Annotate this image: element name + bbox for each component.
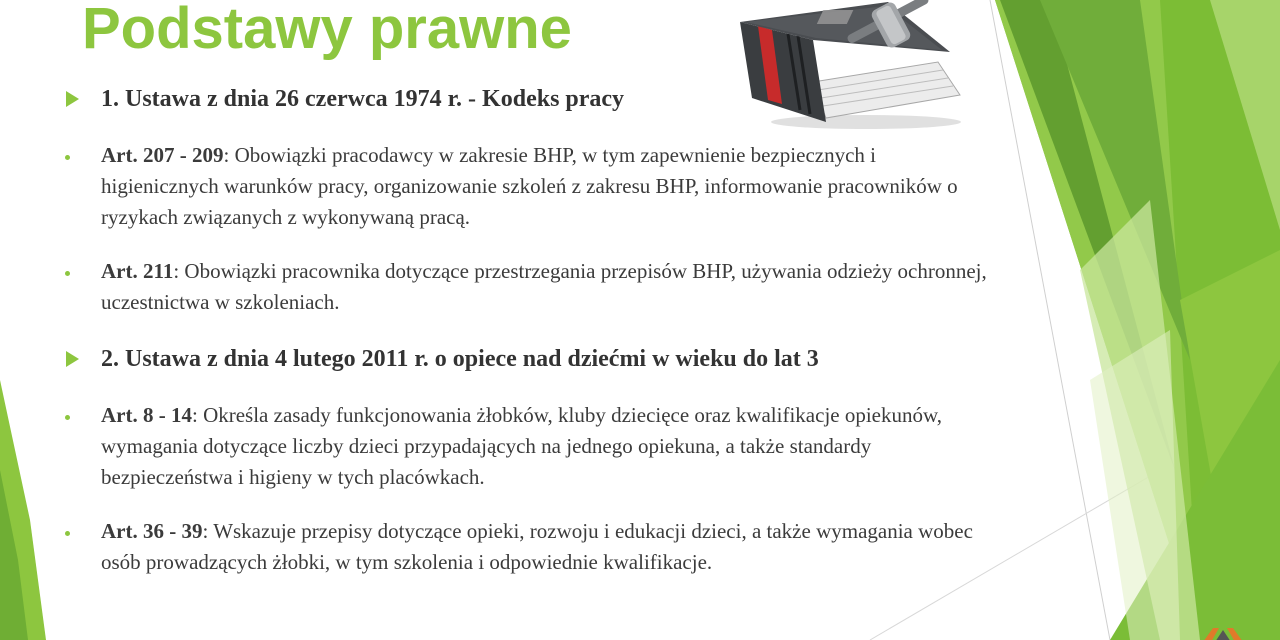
list-item — [101, 140, 991, 233]
article-text: : Wskazuje przepisy dotyczące opieki, rozwoju i edukacji dzieci, a także wymagania wobec osób prowadzących żłobki, w tym szkolenia i odpowiednie kwalifikacje. — [101, 519, 973, 574]
section-heading-text: 1. Ustawa z dnia 26 czerwca 1974 r. - Kodeks pracy — [101, 86, 625, 112]
corner-logo-icon — [1203, 628, 1243, 640]
dot-icon — [65, 531, 70, 536]
triangle-right-icon — [66, 351, 79, 367]
section-heading-text: 2. Ustawa z dnia 4 lutego 2011 r. o opiece nad dziećmi w wieku do lat 3 — [101, 346, 819, 372]
dot-icon — [65, 271, 70, 276]
section-heading — [66, 84, 624, 114]
dot-icon — [65, 155, 70, 160]
article-ref: Art. 207 - 209 — [101, 143, 224, 167]
article-ref: Art. 211 — [101, 259, 174, 283]
article-text: : Obowiązki pracodawcy w zakresie BHP, w tym zapewnienie bezpiecznych i higienicznych warunków pracy, organizowanie szkoleń z zakresu BHP, informowanie pracowników o ryzykach związanych z wykonywaną pracą. — [101, 143, 958, 229]
article-ref: Art. 8 - 14 — [101, 403, 192, 427]
slide-title: Podstawy prawne — [82, 0, 572, 61]
article-text: : Określa zasady funkcjonowania żłobków, kluby dziecięce oraz kwalifikacje opiekunów, wymagania dotyczące liczby dzieci przypadających na jednego opiekuna, a także standardy bezpieczeństwa i higieny w tych placówkach. — [101, 403, 943, 489]
article-ref: Art. 36 - 39 — [101, 519, 203, 543]
section-heading — [66, 344, 819, 374]
list-item — [101, 400, 991, 493]
list-item — [101, 256, 991, 318]
law-book-gavel-icon — [738, 0, 968, 130]
triangle-right-icon — [66, 91, 79, 107]
article-text: : Obowiązki pracownika dotyczące przestrzegania przepisów BHP, używania odzieży ochronnej, uczestnictwa w szkoleniach. — [101, 259, 987, 314]
list-item — [101, 516, 991, 578]
dot-icon — [65, 415, 70, 420]
